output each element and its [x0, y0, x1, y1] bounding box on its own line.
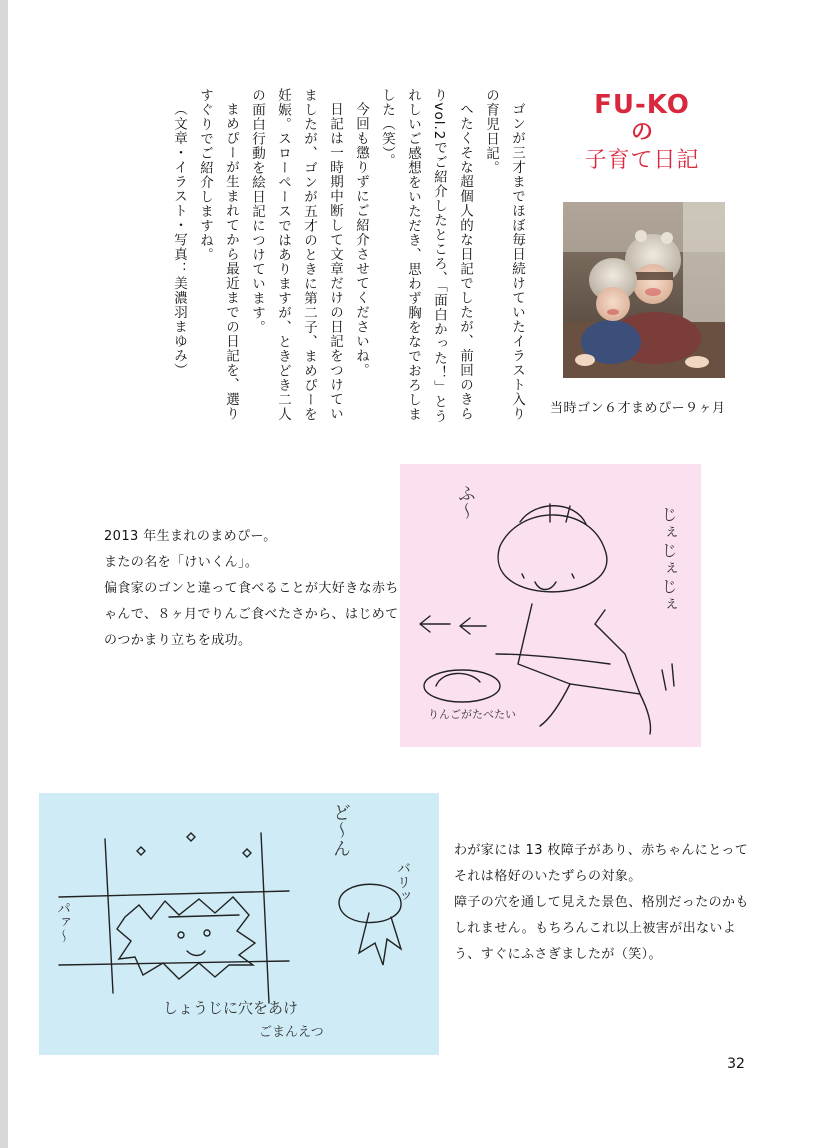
drawing-text-ringo: りんごがたべたい [428, 708, 516, 721]
section1-text [104, 524, 404, 654]
intro-line-2: へたくそな超個人的な日記でしたが、前回のきらりvol.2でご紹介したところ、「面白かった！」とうれしいご感想をいただき、思わず胸をなでおろしました（笑）。 [379, 88, 473, 424]
intro-line-3: 今回も懲りずにご紹介させてくださいね。 [353, 101, 369, 377]
drawing-text-paa: パァ〜 [55, 901, 71, 943]
intro-credit: （文章・イラスト・写真：美濃羽まゆみ） [171, 102, 187, 378]
section2-text [454, 838, 754, 968]
intro-line-1: ゴンが三才までほぼ毎日続けていたイラスト入りの育児日記。 [483, 88, 525, 421]
title-line-3: 子育て日記 [584, 148, 700, 173]
page-title [572, 90, 712, 176]
baby-apple-drawing [400, 464, 701, 747]
section1-line-2: またの名を「けいくん」。 [104, 555, 259, 570]
intro-line-5: まめぴーが生まれてから最近までの日記を、選りすぐりでご紹介しますね。 [197, 88, 239, 421]
section1-line-3: 偏食家のゴンと違って食べることが大好きな赤ちゃんで、８ヶ月でりんご食べたさから、はじめてのつかまり立ちを成功。 [104, 581, 399, 648]
title-line-2: の [630, 120, 653, 145]
drawing-text-jeje: じぇじぇじぇ [659, 506, 678, 614]
photo-caption: 当時ゴン６才まめぴー９ヶ月 [550, 401, 726, 416]
drawing-text-fu: ふ〜 [455, 484, 476, 520]
drawing-text-goman: ごまんえつ [259, 1025, 324, 1040]
intro-line-4: 日記は一時期中断して文章だけの日記をつけていましたが、ゴンが五才のときに第二子、まめぴーを妊娠。スローペースではありますが、ときどき二人の面白行動を絵日記につけています。 [249, 88, 343, 422]
intro-vertical-text [130, 88, 530, 428]
drawing-text-bari: バリッ [395, 861, 411, 903]
section2-line-2: 障子の穴を通して見えた景色、格別だったのかもしれません。もちろんこれ以上被害が出ないよう、すぐにふさぎましたが（笑）。 [454, 895, 749, 962]
drawing-text-don: ど〜ん [330, 803, 351, 857]
shoji-drawing [39, 793, 439, 1055]
drawing-text-shoji: しょうじに穴をあけ [163, 999, 299, 1017]
page-number: 32 [727, 1056, 745, 1072]
title-line-1: FU-KO [594, 90, 690, 120]
section2-line-1: わが家には 13 枚障子があり、赤ちゃんにとってそれは格好のいたずらの対象。 [454, 843, 749, 884]
children-photo [563, 202, 725, 378]
page-edge [0, 0, 8, 1148]
section1-line-1: 2013 年生まれのまめぴー。 [104, 529, 277, 544]
